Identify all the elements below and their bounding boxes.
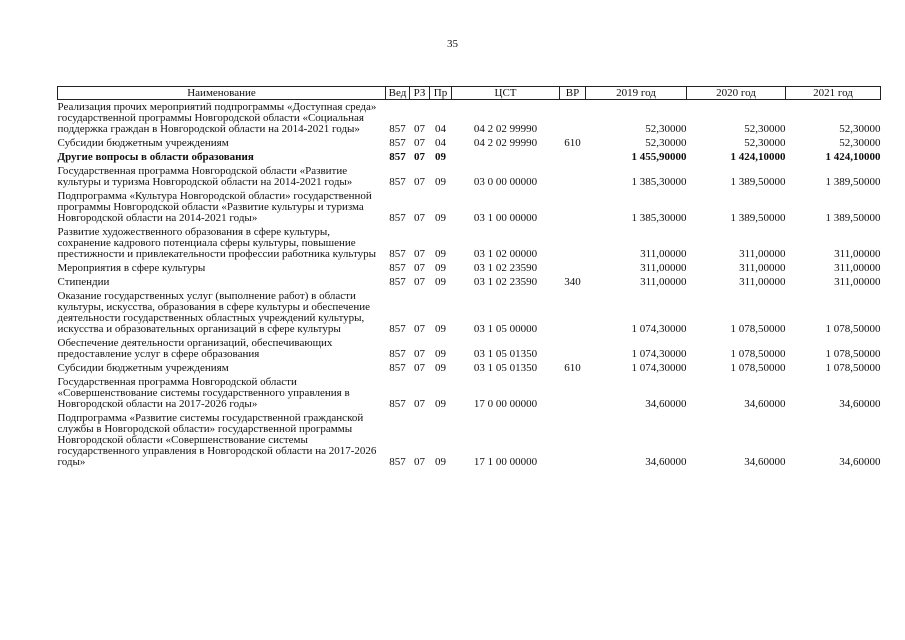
row-ved: 857 bbox=[389, 323, 406, 335]
row-vr: 340 bbox=[564, 276, 581, 288]
row-pr: 04 bbox=[435, 123, 446, 135]
row-cst: 17 0 00 00000 bbox=[473, 398, 538, 410]
row-rz: 07 bbox=[414, 348, 425, 360]
row-pr: 09 bbox=[435, 398, 446, 410]
row-vr bbox=[560, 189, 586, 225]
row-vr bbox=[560, 261, 586, 275]
row-vr bbox=[560, 375, 586, 411]
row-rz: 07 bbox=[414, 176, 425, 188]
table-row bbox=[58, 261, 881, 275]
row-rz: 07 bbox=[414, 276, 425, 288]
row-rz: 07 bbox=[414, 123, 425, 135]
header-cst: ЦСТ bbox=[452, 87, 560, 100]
row-ved: 857 bbox=[389, 456, 406, 468]
row-value-2020: 1 078,50000 bbox=[730, 362, 786, 374]
row-cst: 04 2 02 99990 bbox=[473, 123, 538, 135]
row-value-2020: 311,00000 bbox=[739, 262, 786, 274]
row-vr bbox=[560, 164, 586, 189]
table-row bbox=[58, 136, 881, 150]
row-value-2021: 1 078,50000 bbox=[825, 362, 881, 374]
header-ved: Вед bbox=[386, 87, 410, 100]
row-name: Государственная программа Новгородской области «Развитие культуры и туризма Новгородской области на 2014-2021 годы» bbox=[57, 165, 353, 188]
row-value-2020: 52,30000 bbox=[744, 137, 786, 149]
header-pr: Пр bbox=[430, 87, 452, 100]
row-rz: 07 bbox=[414, 323, 425, 335]
row-value-2019: 1 385,30000 bbox=[631, 176, 687, 188]
row-cst: 03 1 00 00000 bbox=[473, 212, 538, 224]
table-header-row bbox=[58, 87, 881, 100]
header-2020: 2020 год bbox=[687, 87, 786, 100]
table-row bbox=[58, 411, 881, 469]
row-name: Государственная программа Новгородской области «Совершенствование системы государственного управления в Новгородской области на 2017-2026 годы» bbox=[57, 376, 350, 410]
row-pr: 09 bbox=[435, 348, 446, 360]
row-vr: 610 bbox=[564, 137, 581, 149]
row-value-2019: 34,60000 bbox=[645, 398, 687, 410]
table-row bbox=[58, 100, 881, 137]
table-row bbox=[58, 275, 881, 289]
row-name: Мероприятия в сфере культуры bbox=[57, 262, 206, 274]
table-row bbox=[58, 375, 881, 411]
row-ved: 857 bbox=[389, 362, 406, 374]
table-row bbox=[58, 336, 881, 361]
table-row bbox=[58, 361, 881, 375]
row-name: Другие вопросы в области образования bbox=[57, 151, 254, 163]
row-vr: 610 bbox=[564, 362, 581, 374]
table-body bbox=[58, 100, 881, 470]
row-rz: 07 bbox=[414, 212, 425, 224]
header-2021: 2021 год bbox=[786, 87, 881, 100]
table-row bbox=[58, 225, 881, 261]
row-value-2021: 1 424,10000 bbox=[825, 151, 881, 163]
row-value-2021: 1 389,50000 bbox=[825, 176, 881, 188]
row-cst: 03 1 02 00000 bbox=[473, 248, 538, 260]
row-ved: 857 bbox=[389, 348, 406, 360]
row-rz: 07 bbox=[414, 151, 425, 163]
row-value-2021: 1 078,50000 bbox=[825, 348, 881, 360]
row-vr bbox=[560, 225, 586, 261]
row-value-2021: 34,60000 bbox=[839, 456, 881, 468]
row-name: Подпрограмма «Развитие системы государственной гражданской службы в Новгородской области» государственной программы Новгородской области «Совершенствование системы государственного управления в Новгородской области на 2017-2026 годы» bbox=[57, 412, 377, 468]
row-value-2020: 1 389,50000 bbox=[730, 212, 786, 224]
row-value-2020: 34,60000 bbox=[744, 398, 786, 410]
row-ved: 857 bbox=[389, 276, 406, 288]
row-name: Оказание государственных услуг (выполнение работ) в области культуры, искусства, образования в сфере культуры и обеспечение деятельности государственных областных учреждений культуры, искусства и образовательных организаций в сфере культуры bbox=[57, 290, 370, 335]
row-value-2021: 52,30000 bbox=[839, 123, 881, 135]
row-value-2020: 52,30000 bbox=[744, 123, 786, 135]
row-value-2019: 52,30000 bbox=[645, 123, 687, 135]
row-value-2021: 311,00000 bbox=[834, 276, 881, 288]
row-value-2020: 1 078,50000 bbox=[730, 348, 786, 360]
row-name: Обеспечение деятельности организаций, обеспечивающих предоставление услуг в сфере образования bbox=[57, 337, 333, 360]
row-value-2020: 1 078,50000 bbox=[730, 323, 786, 335]
row-value-2020: 311,00000 bbox=[739, 248, 786, 260]
row-pr: 09 bbox=[435, 176, 446, 188]
row-pr: 09 bbox=[435, 323, 446, 335]
row-value-2021: 1 078,50000 bbox=[825, 323, 881, 335]
row-pr: 04 bbox=[435, 137, 446, 149]
row-value-2019: 1 455,90000 bbox=[631, 151, 687, 163]
row-name: Субсидии бюджетным учреждениям bbox=[57, 137, 229, 149]
row-value-2019: 311,00000 bbox=[640, 276, 687, 288]
row-vr bbox=[560, 150, 586, 164]
row-ved: 857 bbox=[389, 398, 406, 410]
row-cst bbox=[452, 150, 560, 164]
row-ved: 857 bbox=[389, 212, 406, 224]
row-ved: 857 bbox=[389, 262, 406, 274]
row-vr bbox=[560, 411, 586, 469]
row-value-2020: 1 424,10000 bbox=[730, 151, 786, 163]
row-vr bbox=[560, 289, 586, 336]
row-pr: 09 bbox=[435, 212, 446, 224]
row-name: Развитие художественного образования в сфере культуры, сохранение кадрового потенциала сферы культуры, повышение престижности и привлекательности профессии работника культуры bbox=[57, 226, 377, 260]
row-value-2019: 311,00000 bbox=[640, 262, 687, 274]
header-2019: 2019 год bbox=[586, 87, 687, 100]
row-pr: 09 bbox=[435, 248, 446, 260]
row-cst: 17 1 00 00000 bbox=[473, 456, 538, 468]
row-vr bbox=[560, 100, 586, 137]
row-rz: 07 bbox=[414, 262, 425, 274]
row-value-2021: 1 389,50000 bbox=[825, 212, 881, 224]
table-row bbox=[58, 150, 881, 164]
row-ved: 857 bbox=[389, 123, 406, 135]
row-value-2021: 34,60000 bbox=[839, 398, 881, 410]
row-pr: 09 bbox=[435, 262, 446, 274]
row-value-2019: 1 074,30000 bbox=[631, 323, 687, 335]
row-value-2019: 1 074,30000 bbox=[631, 348, 687, 360]
row-value-2019: 52,30000 bbox=[645, 137, 687, 149]
row-value-2021: 311,00000 bbox=[834, 248, 881, 260]
row-cst: 03 1 02 23590 bbox=[473, 262, 538, 274]
header-vr: ВР bbox=[560, 87, 586, 100]
header-rz: РЗ bbox=[410, 87, 430, 100]
row-name: Стипендии bbox=[57, 276, 110, 288]
table-row bbox=[58, 289, 881, 336]
row-pr: 09 bbox=[435, 362, 446, 374]
row-ved: 857 bbox=[389, 151, 406, 163]
row-cst: 03 1 02 23590 bbox=[473, 276, 538, 288]
row-name: Реализация прочих мероприятий подпрограммы «Доступная среда» государственной программы Новгородской области «Социальная поддержка граждан в Новгородской области на 2014-2021 годы» bbox=[57, 101, 377, 135]
row-rz: 07 bbox=[414, 137, 425, 149]
row-value-2019: 1 074,30000 bbox=[631, 362, 687, 374]
row-rz: 07 bbox=[414, 398, 425, 410]
row-pr: 09 bbox=[435, 456, 446, 468]
row-value-2019: 1 385,30000 bbox=[631, 212, 687, 224]
row-value-2020: 311,00000 bbox=[739, 276, 786, 288]
row-rz: 07 bbox=[414, 456, 425, 468]
row-cst: 03 1 05 00000 bbox=[473, 323, 538, 335]
row-name: Субсидии бюджетным учреждениям bbox=[57, 362, 229, 374]
row-value-2019: 34,60000 bbox=[645, 456, 687, 468]
row-cst: 03 1 05 01350 bbox=[473, 362, 538, 374]
page-number: 35 bbox=[447, 38, 458, 50]
table-row bbox=[58, 164, 881, 189]
row-value-2021: 311,00000 bbox=[834, 262, 881, 274]
row-cst: 03 0 00 00000 bbox=[473, 176, 538, 188]
row-value-2020: 34,60000 bbox=[744, 456, 786, 468]
row-rz: 07 bbox=[414, 248, 425, 260]
row-value-2021: 52,30000 bbox=[839, 137, 881, 149]
row-rz: 07 bbox=[414, 362, 425, 374]
header-name: Наименование bbox=[58, 87, 386, 100]
row-name: Подпрограмма «Культура Новгородской области» государственной программы Новгородской области «Развитие культуры и туризма Новгородской области на 2014-2021 годы» bbox=[57, 190, 372, 224]
row-pr: 09 bbox=[435, 151, 446, 163]
row-ved: 857 bbox=[389, 248, 406, 260]
row-ved: 857 bbox=[389, 137, 406, 149]
table-row bbox=[58, 189, 881, 225]
row-pr: 09 bbox=[435, 276, 446, 288]
budget-table bbox=[57, 86, 881, 469]
row-cst: 03 1 05 01350 bbox=[473, 348, 538, 360]
row-vr bbox=[560, 336, 586, 361]
row-cst: 04 2 02 99990 bbox=[473, 137, 538, 149]
row-ved: 857 bbox=[389, 176, 406, 188]
row-value-2020: 1 389,50000 bbox=[730, 176, 786, 188]
row-value-2019: 311,00000 bbox=[640, 248, 687, 260]
